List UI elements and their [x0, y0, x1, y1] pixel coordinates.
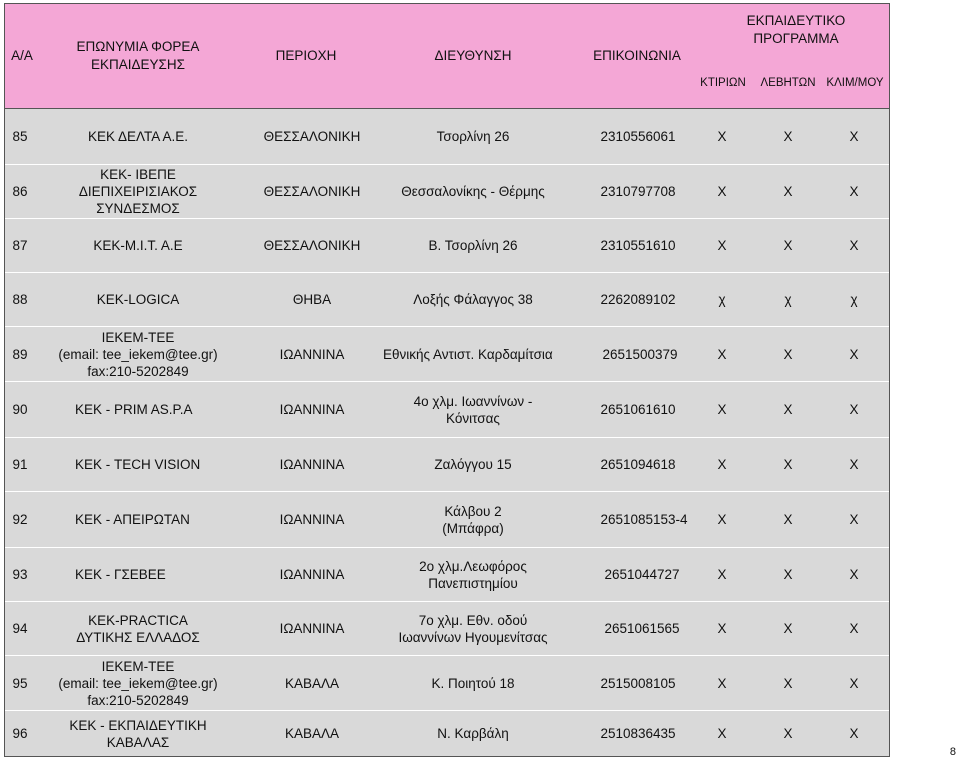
address: 4ο χλμ. Ιωαννίνων - Κόνιτσας: [413, 393, 533, 426]
region: ΚΑΒΑΛΑ: [284, 675, 340, 691]
region: ΘΕΣΣΑΛΟΝΙΚΗ: [263, 129, 361, 144]
row-number: 91: [12, 457, 28, 472]
phone: 2651094618: [600, 457, 676, 472]
provider-name: ΙΕΚΕΜ-ΤΕΕ (email: tee_iekem@tee.gr) fax:210-5202849: [58, 329, 218, 379]
address: Κάλβου 2 (Μπάφρα): [442, 503, 504, 536]
region: ΘΕΣΣΑΛΟΝΙΚΗ: [263, 238, 361, 253]
table-row-94: [5, 602, 889, 656]
header-program-aircon: ΚΛΙΜ/ΜΟΥ: [826, 77, 884, 89]
provider-name: ΙΕΚΕΜ-ΤΕΕ (email: tee_iekem@tee.gr) fax:210-5202849: [58, 658, 218, 708]
table-row-91: [5, 438, 889, 492]
phone: 2262089102: [600, 292, 676, 307]
program-boilers-mark: Χ: [783, 457, 793, 472]
table-row-89: [5, 327, 889, 382]
program-boilers-mark: Χ: [783, 675, 793, 691]
program-boilers-mark: Χ: [783, 402, 793, 417]
training-providers-table: [4, 3, 890, 757]
program-boilers-mark: Χ: [783, 129, 793, 144]
phone: 2651061610: [600, 402, 676, 417]
region: ΙΩΑΝΝΙΝΑ: [279, 567, 345, 582]
program-buildings-mark: Χ: [717, 346, 727, 362]
region: ΙΩΑΝΝΙΝΑ: [279, 346, 345, 362]
address: Λοξής Φάλαγγος 38: [413, 292, 533, 307]
program-buildings-mark: Χ: [717, 621, 727, 636]
address: 2ο χλμ.Λεωφόρος Πανεπιστημίου: [419, 558, 527, 591]
table-row-85: [5, 109, 889, 165]
table-row-88: [5, 273, 889, 327]
program-aircon-mark: Χ: [849, 675, 859, 691]
address: Ν. Καρβάλη: [437, 726, 509, 741]
address: 7ο χλμ. Εθν. οδού Ιωαννίνων Ηγουμενίτσας: [398, 612, 548, 645]
phone: 2510836435: [600, 726, 676, 741]
program-aircon-mark: Χ: [849, 238, 859, 253]
header-program-buildings: ΚΤΙΡΙΩΝ: [700, 77, 746, 89]
phone: 2651061565: [604, 621, 680, 636]
row-number: 90: [12, 402, 28, 417]
program-buildings-mark: Χ: [717, 512, 727, 527]
region: ΙΩΑΝΝΙΝΑ: [279, 457, 345, 472]
program-buildings-mark: χ: [718, 292, 726, 307]
row-number: 94: [12, 621, 28, 636]
row-number: 87: [12, 238, 28, 253]
phone: 2310551610: [600, 238, 676, 253]
program-aircon-mark: Χ: [849, 184, 859, 199]
address: Εθνικής Αντιστ. Καρδαμίτσια: [383, 346, 553, 362]
program-boilers-mark: Χ: [783, 184, 793, 199]
table-row-96: [5, 711, 889, 756]
address: Θεσσαλονίκης - Θέρμης: [401, 184, 545, 199]
table-row-87: [5, 219, 889, 273]
region: ΙΩΑΝΝΙΝΑ: [279, 512, 345, 527]
program-boilers-mark: Χ: [783, 567, 793, 582]
phone: 2651500379: [602, 346, 678, 362]
program-aircon-mark: Χ: [849, 402, 859, 417]
program-buildings-mark: Χ: [717, 402, 727, 417]
address: Β. Τσορλίνη 26: [428, 238, 518, 253]
program-buildings-mark: Χ: [717, 726, 727, 741]
table-row-92: [5, 492, 889, 548]
header-program: ΕΚΠΑΙΔΕΥΤΙΚΟ ΠΡΟΓΡΑΜΜΑ: [746, 13, 846, 46]
table-row-95: [5, 656, 889, 711]
row-number: 86: [12, 184, 28, 199]
phone: 2651044727: [604, 567, 680, 582]
row-number: 96: [12, 726, 28, 741]
program-boilers-mark: Χ: [783, 346, 793, 362]
program-aircon-mark: Χ: [849, 726, 859, 741]
program-boilers-mark: Χ: [783, 238, 793, 253]
program-aircon-mark: Χ: [849, 129, 859, 144]
header-provider-name: ΕΠΩΝΥΜΙΑ ΦΟΡΕΑ ΕΚΠΑΙΔΕΥΣΗΣ: [76, 39, 200, 72]
header-region: ΠΕΡΙΟΧΗ: [275, 48, 337, 63]
row-number: 88: [12, 292, 28, 307]
address: Ζαλόγγου 15: [434, 457, 512, 472]
phone: 2310556061: [600, 129, 676, 144]
phone: 2310797708: [600, 184, 676, 199]
program-aircon-mark: χ: [850, 292, 858, 307]
phone: 2651085153-4: [600, 512, 688, 527]
row-number: 93: [12, 567, 28, 582]
provider-name: ΚΕΚ- ΙΒΕΠΕ ΔΙΕΠΙΧΕΙΡΙΣΙΑΚΟΣ ΣΥΝΔΕΣΜΟΣ: [78, 167, 198, 216]
program-aircon-mark: Χ: [849, 457, 859, 472]
address: Κ. Ποιητού 18: [431, 675, 515, 691]
program-boilers-mark: Χ: [783, 726, 793, 741]
provider-name: ΚΕΚ - TECH VISION: [75, 457, 201, 472]
provider-name: ΚΕΚ - ΕΚΠΑΙΔΕΥΤΙΚΗ ΚΑΒΑΛΑΣ: [69, 717, 207, 750]
program-aircon-mark: Χ: [849, 346, 859, 362]
program-buildings-mark: Χ: [717, 457, 727, 472]
provider-name: ΚΕΚ - PRIM AS.P.A: [75, 402, 193, 417]
region: ΘΕΣΣΑΛΟΝΙΚΗ: [263, 184, 361, 199]
row-number: 95: [12, 675, 28, 691]
region: ΘΗΒΑ: [292, 292, 332, 307]
region: ΚΑΒΑΛΑ: [284, 726, 340, 741]
program-aircon-mark: Χ: [849, 621, 859, 636]
table-row-86: [5, 165, 889, 219]
header-program-boilers: ΛΕΒΗΤΩΝ: [760, 77, 816, 89]
provider-name: ΚΕΚ - ΓΣΕΒΕΕ: [75, 567, 166, 582]
provider-name: ΚΕΚ-PRACTICA ΔΥΤΙΚΗΣ ΕΛΛΑΔΟΣ: [76, 612, 200, 645]
phone: 2515008105: [600, 675, 676, 691]
program-buildings-mark: Χ: [717, 184, 727, 199]
table-row-90: [5, 382, 889, 438]
program-buildings-mark: Χ: [717, 129, 727, 144]
program-aircon-mark: Χ: [849, 512, 859, 527]
page-number: 8: [949, 746, 956, 758]
provider-name: ΚΕΚ-LOGICA: [96, 292, 180, 307]
region: ΙΩΑΝΝΙΝΑ: [279, 402, 345, 417]
program-boilers-mark: χ: [784, 292, 792, 307]
header-address: ΔΙΕΥΘΥΝΣΗ: [434, 48, 512, 63]
row-number: 92: [12, 512, 28, 527]
table-row-93: [5, 548, 889, 602]
program-boilers-mark: Χ: [783, 621, 793, 636]
program-buildings-mark: Χ: [717, 675, 727, 691]
row-number: 85: [12, 129, 28, 144]
program-boilers-mark: Χ: [783, 512, 793, 527]
header-contact: ΕΠΙΚΟΙΝΩΝΙΑ: [593, 48, 681, 63]
region: ΙΩΑΝΝΙΝΑ: [279, 621, 345, 636]
provider-name: ΚΕΚ - ΑΠΕΙΡΩΤΑΝ: [75, 512, 190, 527]
address: Τσορλίνη 26: [436, 129, 510, 144]
program-aircon-mark: Χ: [849, 567, 859, 582]
provider-name: ΚΕΚ ΔΕΛΤΑ Α.Ε.: [87, 129, 189, 144]
table-header: [5, 4, 889, 109]
provider-name: ΚΕΚ-Μ.Ι.Τ. Α.Ε: [93, 238, 183, 253]
header-aa: Α/Α: [11, 48, 33, 63]
row-number: 89: [12, 346, 28, 362]
program-buildings-mark: Χ: [717, 567, 727, 582]
program-buildings-mark: Χ: [717, 238, 727, 253]
